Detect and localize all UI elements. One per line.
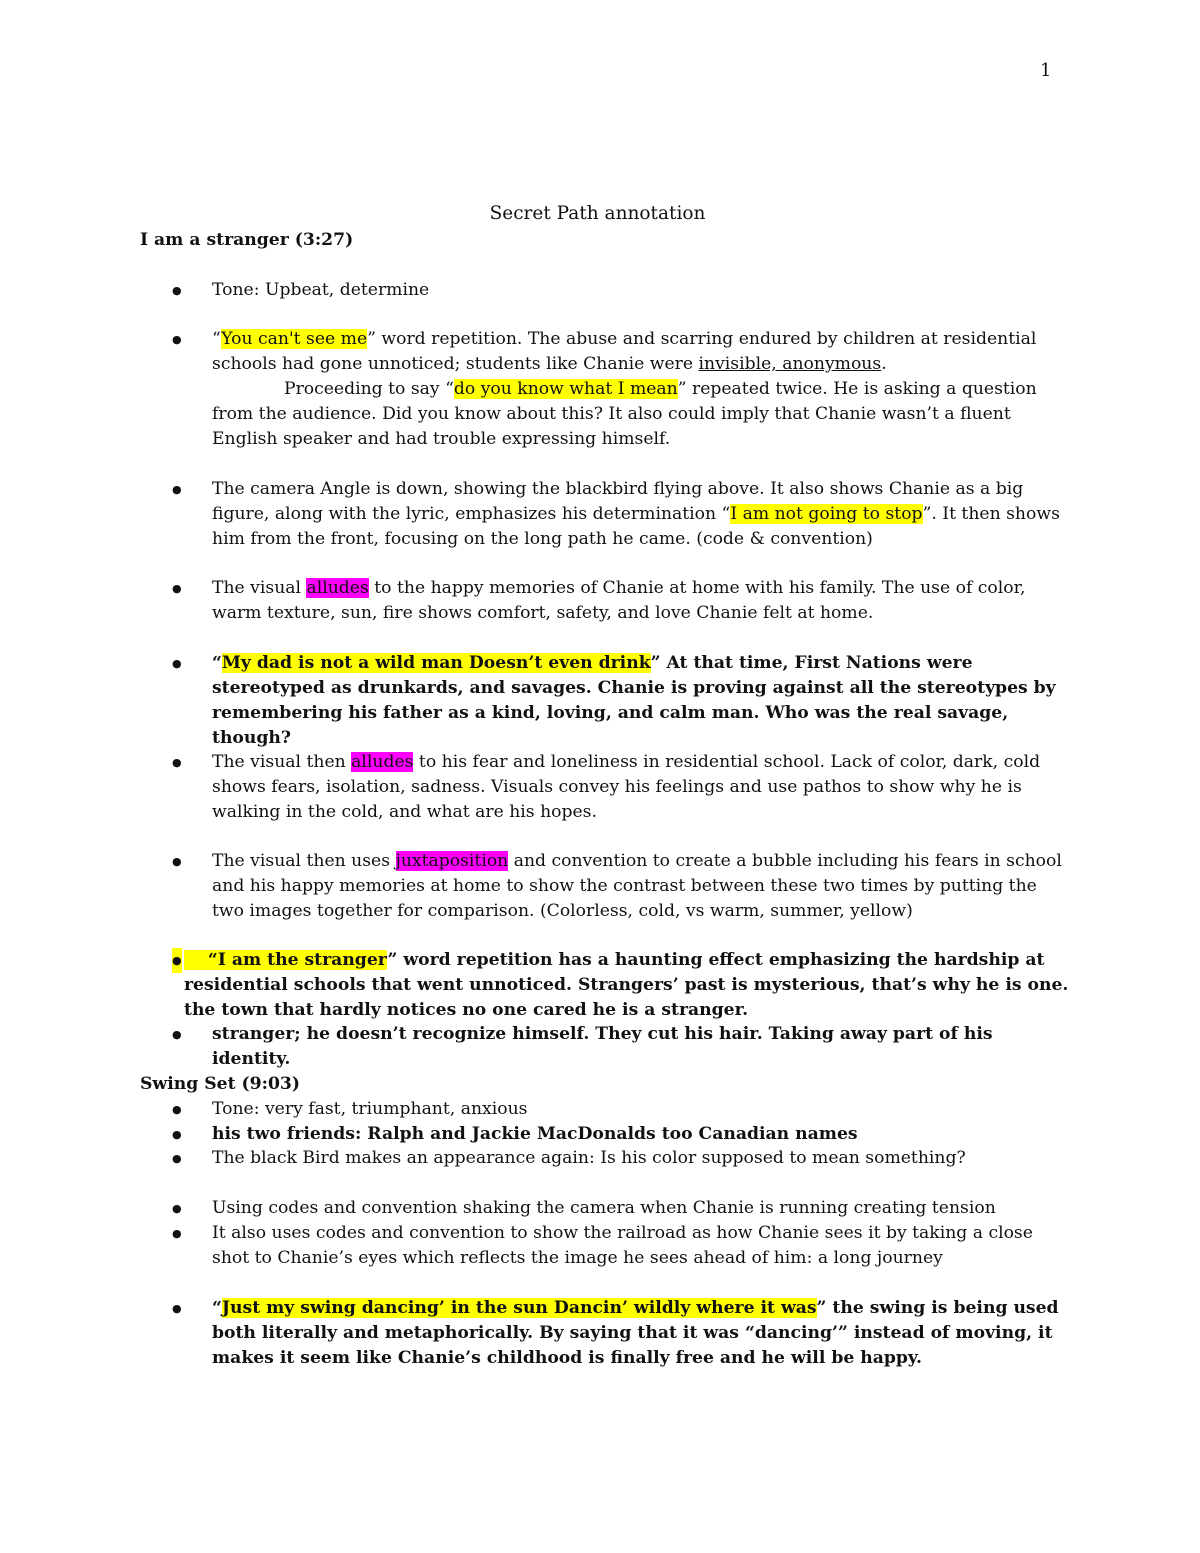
list-item: ● Tone: very fast, triumphant, anxious <box>172 1097 1072 1122</box>
underlined-text: invisible, anonymous <box>698 354 882 374</box>
bullet-icon: ● <box>172 1028 182 1041</box>
list-item: ● The visual alludes to the happy memories of Chanie at home with his family. The use of color, warm texture, sun, fire shows comfort, safety, and love Chanie felt at home. <box>172 578 1026 623</box>
bullet-icon: ● <box>172 582 182 595</box>
list-item: ● The visual then alludes to his fear and loneliness in residential school. Lack of color, dark, cold shows fears, isolation, sadness. Visuals convey his feelings and use pathos to show why he is walking in the cold, and what are his hopes. <box>172 752 1041 822</box>
section-heading-swing-set: Swing Set (9:03) <box>140 1074 300 1094</box>
list-item: ● The black Bird makes an appearance again: Is his color supposed to mean something? <box>172 1146 1072 1171</box>
bullet-icon: ● <box>172 948 182 973</box>
bullet-icon: ● <box>172 333 182 346</box>
highlight: My dad is not a wild man Doesn’t even drink <box>221 653 651 673</box>
list-item: ● “I am the stranger” word repetition has a haunting effect emphasizing the hardship at residential schools that went unnoticed. Strangers’ past is mysterious, that’s why he is one. the town that hardly notices no one cared he is a stranger. <box>172 950 1069 1020</box>
highlight: do you know what I mean <box>453 379 678 399</box>
bullet-icon: ● <box>172 284 182 297</box>
list-item: ● The camera Angle is down, showing the blackbird flying above. It also shows Chanie as a big figure, along with the lyric, emphasizes his determination “I am not going to stop”. It then shows him from the front, focusing on the long path he came. (code & convention) <box>172 479 1060 549</box>
tone-text: Tone: Upbeat, determine <box>212 280 430 300</box>
page-number: 1 <box>1040 60 1052 81</box>
list-item: ● “Just my swing dancing’ in the sun Dancin’ wildly where it was” the swing is being used both literally and metaphorically. By saying that it was “dancing’” instead of moving, it makes it seem like Chanie’s childhood is finally free and he will be happy. <box>172 1298 1059 1368</box>
list-item: ● stranger; he doesn’t recognize himself. They cut his hair. Taking away part of his identity. <box>172 1024 993 1069</box>
highlight: “I am the stranger <box>184 950 388 970</box>
highlight: juxtaposition <box>395 851 509 871</box>
highlight: alludes <box>351 752 414 772</box>
highlight: I am not going to stop <box>730 504 923 524</box>
bullet-icon: ● <box>172 1202 182 1215</box>
highlight: You can't see me <box>221 329 368 349</box>
bullet-icon: ● <box>172 855 182 868</box>
list-item <box>172 278 1072 303</box>
bullet-icon: ● <box>172 1152 182 1165</box>
bullet-icon: ● <box>172 1227 182 1240</box>
bullet-icon: ● <box>172 756 182 769</box>
highlight: Just my swing dancing’ in the sun Dancin’ wildly where it was <box>221 1298 817 1318</box>
highlight: alludes <box>306 578 369 598</box>
list-item: ● “You can't see me” word repetition. The abuse and scarring endured by children at residential schools had gone unnoticed; students like Chanie were invisible, anonymous. Proceeding to say “do you know what I mean” repeated twice. He is asking a question from the audience. Did you know about this? It also could imply that Chanie wasn’t a fluent English speaker and had trouble expressing himself. <box>172 329 1037 449</box>
list-item: ● his two friends: Ralph and Jackie MacDonalds too Canadian names <box>172 1122 1072 1147</box>
section-heading-stranger: I am a stranger (3:27) <box>140 230 354 250</box>
list-item: ● “My dad is not a wild man Doesn’t even drink” At that time, First Nations were stereotyped as drunkards, and savages. Chanie is proving against all the stereotypes by remembering his father as a kind, loving, and calm man. Who was the real savage, though? <box>172 653 1056 748</box>
bullet-icon: ● <box>172 483 182 496</box>
bullet-icon: ● <box>172 1128 182 1141</box>
list-item: ● The visual then uses juxtaposition and convention to create a bubble including his fears in school and his happy memories at home to show the contrast between these two times by putting the two images together for comparison. (Colorless, cold, vs warm, summer, yellow) <box>172 851 1062 921</box>
list-item: ● It also uses codes and convention to show the railroad as how Chanie sees it by taking a close shot to Chanie’s eyes which reflects the image he sees ahead of him: a long journey <box>172 1223 1033 1268</box>
bullet-icon: ● <box>172 1103 182 1116</box>
bullet-icon: ● <box>172 1302 182 1315</box>
page-title: Secret Path annotation <box>489 203 706 224</box>
list-item: ● Using codes and convention shaking the camera when Chanie is running creating tension <box>172 1196 1072 1221</box>
bullet-icon: ● <box>172 657 182 670</box>
